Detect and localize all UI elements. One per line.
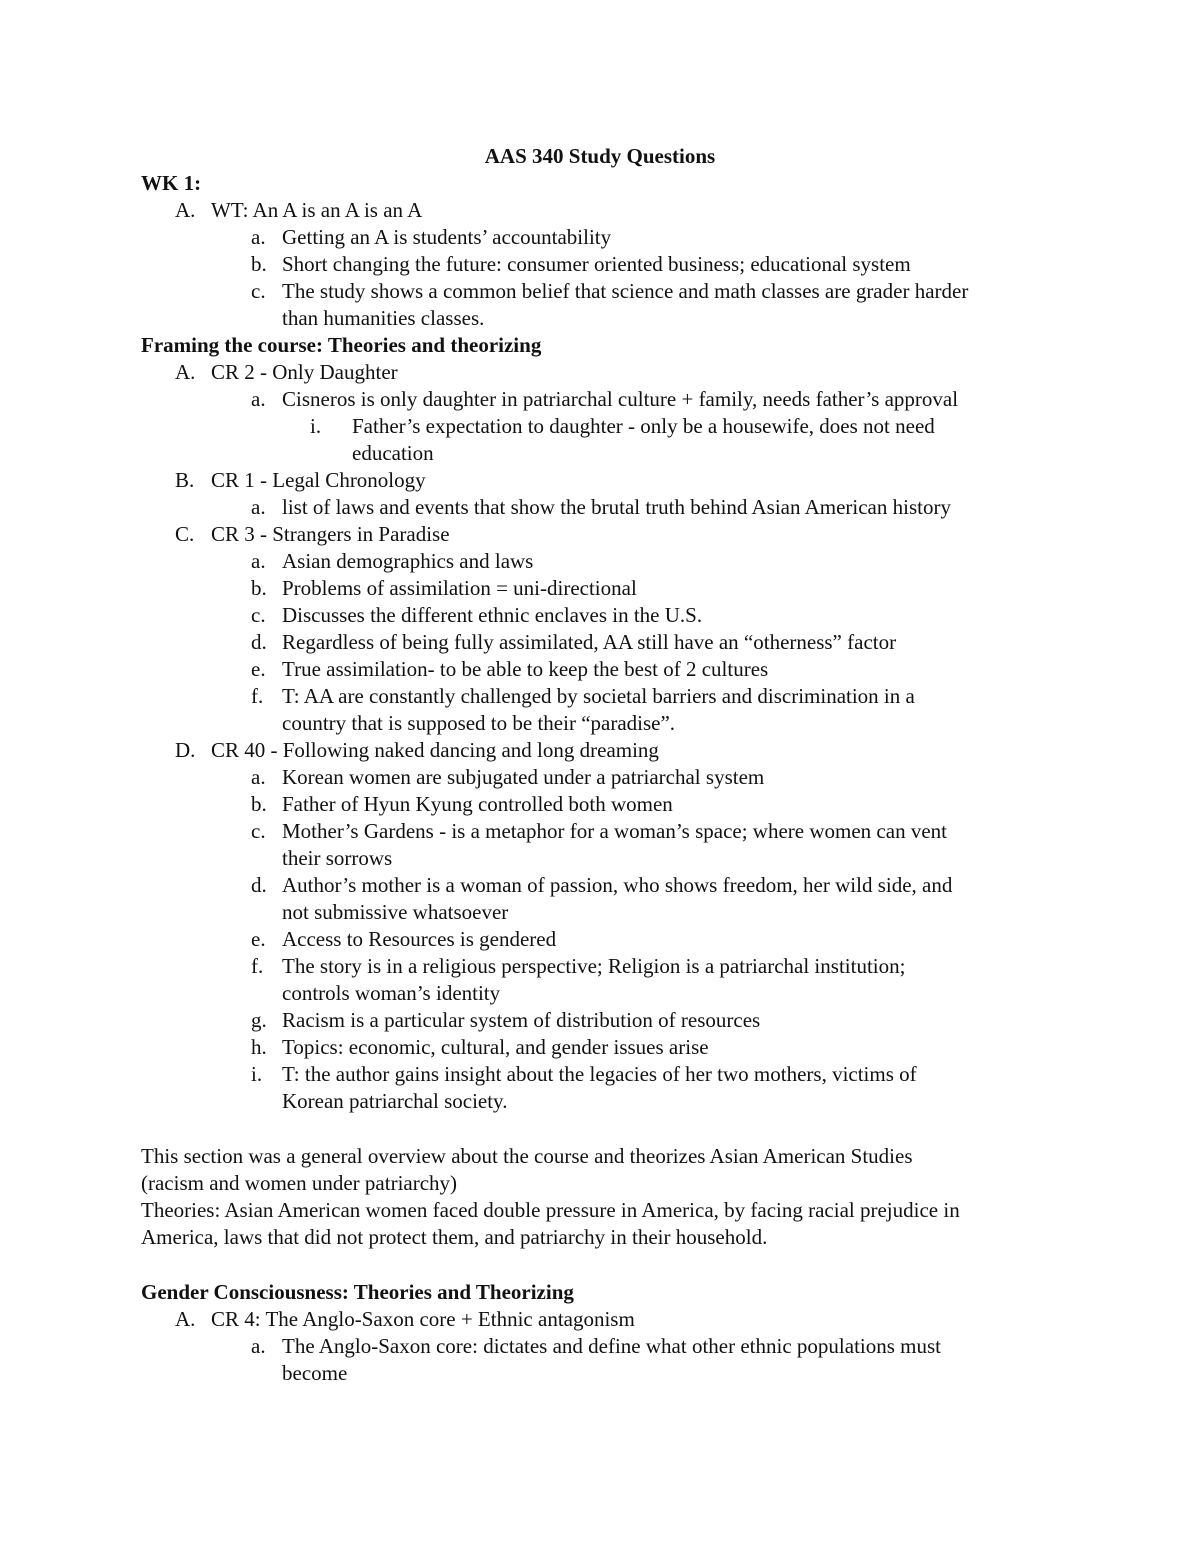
page-title: AAS 340 Study Questions xyxy=(484,144,716,168)
list-item: Topics: economic, cultural, and gender issues arise xyxy=(282,1035,709,1059)
list-marker: C. xyxy=(175,522,195,546)
list-item: Korean women are subjugated under a patriarchal system xyxy=(282,765,765,789)
list-item: The Anglo-Saxon core: dictates and define what other ethnic populations must xyxy=(282,1334,941,1358)
list-marker: c. xyxy=(251,819,266,843)
list-item: Father’s expectation to daughter - only be a housewife, does not need xyxy=(352,414,935,438)
list-marker: b. xyxy=(251,252,267,276)
section-heading-framing: Framing the course: Theories and theorizing xyxy=(141,333,542,357)
list-item: Asian demographics and laws xyxy=(282,549,534,573)
list-item: Racism is a particular system of distribution of resources xyxy=(282,1008,761,1032)
list-item: The study shows a common belief that science and math classes are grader harder xyxy=(282,279,969,303)
list-item: CR 2 - Only Daughter xyxy=(211,360,398,384)
list-item: Access to Resources is gendered xyxy=(282,927,557,951)
list-item: The story is in a religious perspective; Religion is a patriarchal institution; xyxy=(282,954,906,978)
list-marker: c. xyxy=(251,279,266,303)
list-marker: e. xyxy=(251,657,266,681)
list-marker: i. xyxy=(251,1062,263,1086)
list-marker: b. xyxy=(251,792,267,816)
list-item: Problems of assimilation = uni-directional xyxy=(282,576,637,600)
list-marker: B. xyxy=(175,468,195,492)
list-item: True assimilation- to be able to keep the best of 2 cultures xyxy=(282,657,769,681)
list-marker: a. xyxy=(251,1334,266,1358)
list-marker: e. xyxy=(251,927,266,951)
list-marker: a. xyxy=(251,549,266,573)
list-marker: d. xyxy=(251,873,267,897)
list-item: Short changing the future: consumer oriented business; educational system xyxy=(282,252,911,276)
list-item-continuation: country that is supposed to be their “paradise”. xyxy=(282,711,676,735)
list-item-continuation: become xyxy=(282,1361,348,1385)
list-item: Cisneros is only daughter in patriarchal culture + family, needs father’s approval xyxy=(282,387,959,411)
list-item-continuation: their sorrows xyxy=(282,846,393,870)
list-item: CR 4: The Anglo-Saxon core + Ethnic antagonism xyxy=(211,1307,635,1331)
list-marker: c. xyxy=(251,603,266,627)
list-item: WT: An A is an A is an A xyxy=(211,198,423,222)
list-item: CR 40 - Following naked dancing and long dreaming xyxy=(211,738,659,762)
list-marker: A. xyxy=(175,1307,196,1331)
summary-paragraph-line: America, laws that did not protect them, and patriarchy in their household. xyxy=(141,1225,768,1249)
list-marker: d. xyxy=(251,630,267,654)
list-item: CR 3 - Strangers in Paradise xyxy=(211,522,450,546)
list-item: Getting an A is students’ accountability xyxy=(282,225,612,249)
list-marker: g. xyxy=(251,1008,267,1032)
list-marker: A. xyxy=(175,198,196,222)
list-item-continuation: not submissive whatsoever xyxy=(282,900,509,924)
list-item: T: AA are constantly challenged by societal barriers and discrimination in a xyxy=(282,684,915,708)
list-item: Mother’s Gardens - is a metaphor for a woman’s space; where women can vent xyxy=(282,819,947,843)
list-item: CR 1 - Legal Chronology xyxy=(211,468,426,492)
list-item: Discusses the different ethnic enclaves in the U.S. xyxy=(282,603,703,627)
summary-paragraph-line: This section was a general overview about the course and theorizes Asian American Studies xyxy=(141,1144,913,1168)
list-marker: h. xyxy=(251,1035,267,1059)
list-marker: f. xyxy=(251,954,264,978)
section-heading-wk1: WK 1: xyxy=(141,171,202,195)
list-item-continuation: Korean patriarchal society. xyxy=(282,1089,508,1113)
list-marker: a. xyxy=(251,765,266,789)
list-item-continuation: education xyxy=(352,441,434,465)
section-heading-gender: Gender Consciousness: Theories and Theorizing xyxy=(141,1280,574,1304)
list-item: Father of Hyun Kyung controlled both women xyxy=(282,792,673,816)
list-marker: a. xyxy=(251,387,266,411)
summary-paragraph-line: Theories: Asian American women faced double pressure in America, by facing racial prejudice in xyxy=(141,1198,960,1222)
list-item: Author’s mother is a woman of passion, who shows freedom, her wild side, and xyxy=(282,873,953,897)
list-item-continuation: controls woman’s identity xyxy=(282,981,501,1005)
list-marker: D. xyxy=(175,738,196,762)
list-marker: i. xyxy=(310,414,322,438)
list-item: T: the author gains insight about the legacies of her two mothers, victims of xyxy=(282,1062,917,1086)
list-marker: A. xyxy=(175,360,196,384)
list-marker: f. xyxy=(251,684,264,708)
list-marker: b. xyxy=(251,576,267,600)
list-item: Regardless of being fully assimilated, AA still have an “otherness” factor xyxy=(282,630,897,654)
list-item-continuation: than humanities classes. xyxy=(282,306,485,330)
summary-paragraph-line: (racism and women under patriarchy) xyxy=(141,1171,458,1195)
list-item: list of laws and events that show the brutal truth behind Asian American history xyxy=(282,495,951,519)
list-marker: a. xyxy=(251,495,266,519)
list-marker: a. xyxy=(251,225,266,249)
